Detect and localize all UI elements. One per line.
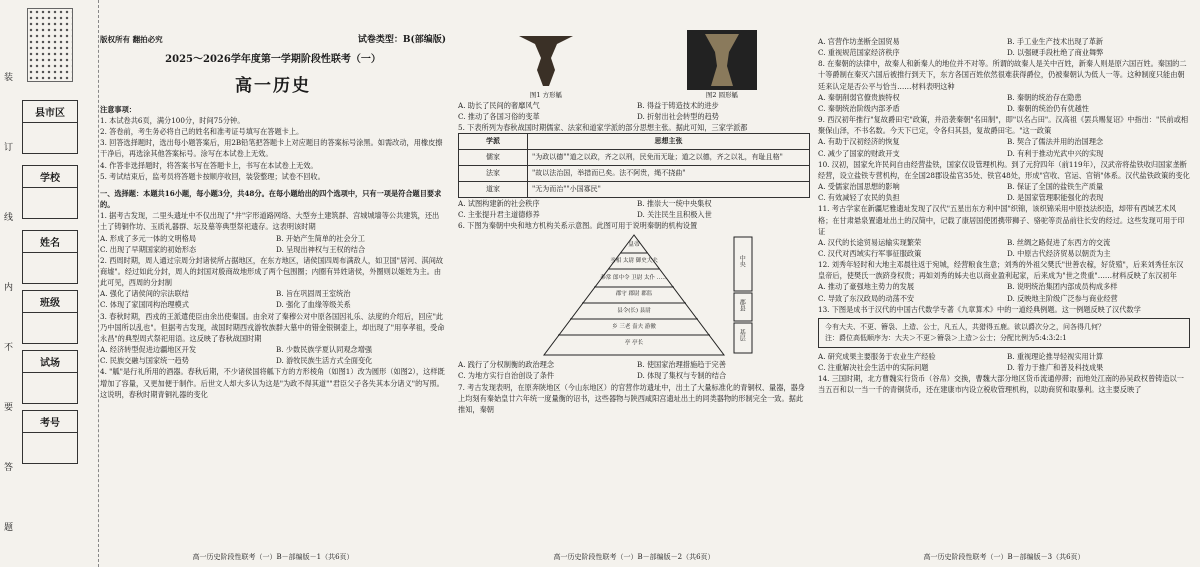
option: A. 经济转型促进边疆地区开发	[100, 345, 197, 355]
option: A. 形成了多元一体的文明格局	[100, 233, 197, 243]
option: B. 契合了儒法并用的治国理念	[1007, 137, 1104, 147]
field-exam-number[interactable]	[22, 410, 78, 464]
option: A. 汉代的长途贸易运输实现繁荣	[818, 237, 922, 247]
question-9: 9. 西汉初年推行"复故爵田宅"政策，并沿袭秦朝"名田制"，即"以名占田"。汉高祖《罢兵赐复诏》中指出："民前或相聚保山泽，不书名数。今天下已定，令各归其县，复故爵田宅。"这一政策	[818, 115, 1189, 136]
side-label: 基层	[738, 329, 746, 342]
option: A. 推动了豪强地主势力的发展	[818, 282, 915, 292]
binding-char: 订	[4, 143, 14, 153]
question-6: 6. 下图为秦朝中央和地方机构关系示意图。此图可用于说明秦朝的机构设置	[458, 221, 698, 231]
note-item: 5. 考试结束后，监考员将答题卡按顺序收回，装袋整理；试卷不回收。	[100, 171, 325, 181]
option: C. 出现了早期国家的初始形态	[100, 244, 197, 254]
question-12-options	[818, 281, 1190, 303]
figure-1-caption: 图1 方形觚	[529, 90, 563, 99]
option: B. 说明统治集团内部成员构成多样	[1007, 282, 1118, 292]
exam-title: 2025～2026学年度第一学期阶段性联考（一）	[165, 53, 381, 65]
table-cell: "为政以德""道之以政，齐之以刑，民免而无耻；道之以德，齐之以礼，有耻且格"	[528, 150, 810, 166]
question-2: 2. 西周时期，周人通过宗周分封诸侯所占据地区，在东方地区，诸侯国四周布满敌人，如卫国"居河、淇间故商墟"。经过如此分封，周人的封国对殷商故地形成了两个包围圈；内圈有异姓诸侯，外圈则以姬姓为主。由此可见，西周的分封制	[100, 255, 444, 288]
option: D. 关注民生且积极入世	[637, 210, 712, 219]
question-12: 12. 刘秀年轻时和大地主邓晨往返于宛城，经营粮食生意；刘秀的外祖父樊氏"世善农稼，好货殖"，后来刘秀任东汉皇帝后，使樊氏一族跻身权贵；再如刘秀的姊夫也以商业盈利起家，后来成为"世之贵重"……材料反映了东汉初年	[818, 260, 1184, 281]
pyramid-level: 亭 亭长	[624, 340, 644, 347]
question-10: 10. 汉初，国家允许民间自由经营盐铁，国家仅设管理机构。到了元狩四年（前119年），汉武帝将盐铁收归国家垄断经营，设立盐铁专营机构，在全国28郡设盐官35处、铁官48处，形成"官收、官运、官销"体系。汉代盐铁政策的变化	[818, 159, 1190, 180]
notes-heading: 注意事项：	[100, 104, 136, 114]
option: A. 试图构建新的社会秩序	[458, 198, 540, 208]
question-4: 4. "觚"是行礼所用的酒器。春秋后期，不少诸侯国将觚下方的方形棱角（如图1）改为圆形（如图2），这样既增加了容量，又更加便于制作。后世文人却大多认为这是"为政不得其道""君臣父子各失其本分诸义"的写照。这说明，春秋时期青铜礼器的变化	[100, 367, 445, 399]
table-cell: 法家	[459, 166, 528, 182]
round-gu-vessel-image	[687, 30, 757, 90]
option: C. 主张提升君主道德修养	[458, 210, 540, 219]
option: B. 秦朝的统治存在隐患	[1007, 92, 1082, 102]
binding-char: 装	[4, 73, 14, 83]
option: C. 减少了国家的财政开支	[818, 148, 900, 158]
option: A. 强化了诸侯间的宗法联结	[100, 289, 189, 299]
option: A. 有助于汉初经济的恢复	[818, 137, 900, 147]
field-label: 试场	[23, 351, 77, 373]
option: D. 反映地主阶级广泛参与商业经营	[1007, 293, 1118, 303]
subject-title: 高一历史	[235, 76, 311, 97]
table-row	[459, 166, 810, 182]
barcode-dot-area	[27, 8, 73, 82]
note-item: 3. 回答选择题时，选出每小题答案后，用2B铅笔把答题卡上对应题目的答案标号涂黑。如需改动，用橡皮擦干净后，再选涂其他答案标号。涂写在本试卷上无效。	[100, 138, 443, 159]
field-label: 班级	[23, 291, 77, 313]
pyramid-lower-levels	[558, 253, 710, 351]
figure-2	[687, 30, 757, 100]
table-header-row	[459, 134, 810, 150]
pyramid-level: 郡守 郡尉 郡监	[615, 291, 653, 298]
option: A. 受儒家治国思想的影响	[818, 182, 900, 192]
binding-char: 内	[4, 283, 14, 293]
page-3	[818, 0, 1190, 567]
side-label: 中央	[738, 255, 746, 268]
question-5: 5. 下表所列为春秋战国时期儒家、法家和道家学派的部分思想主张。据此可知，三家学派都	[458, 123, 748, 133]
table-header: 思想主张	[528, 134, 810, 150]
figures-row	[458, 30, 810, 100]
table-cell: "故以法治国，举措而已矣。法不阿贵，绳不挠曲"	[528, 166, 810, 182]
square-gu-vessel-image	[511, 30, 581, 90]
side-label: 郡县	[738, 299, 746, 312]
copyright-notice: 版权所有 翻拍必究	[100, 35, 163, 44]
option: C. 重视规范国家经济秩序	[818, 48, 900, 58]
option: D. 体现了集权与专制的结合	[637, 371, 727, 381]
option: C. 注重解决社会生活中的实际问题	[818, 362, 929, 372]
option: C. 有效减轻了农民的负担	[818, 193, 900, 203]
option: D. 秦朝的统治仍有优越性	[1007, 103, 1089, 113]
pyramid-level: 丞相 太尉 御史大夫	[610, 258, 658, 265]
option: D. 游牧民族生活方式全面变化	[276, 356, 373, 366]
option: B. 手工业生产技术出现了革新	[1007, 37, 1104, 46]
option: D. 着力于推广和普及科技成果	[1007, 362, 1104, 372]
option: D. 呈现出神权与王权的结合	[276, 244, 366, 254]
question-8-options	[818, 92, 1190, 114]
field-name[interactable]	[22, 230, 78, 284]
question-8: 8. 在秦朝的法律中，故秦人和新秦人的地位并不对等。所谓的故秦人是关中百姓，新秦人则是原六国百姓。秦国的二十等爵制在秦灭六国后被推行到天下，东方各国百姓依然很难获得爵位，仍被秦朝认为低人一等。这种制度只能由朝廷来认定是否公平与恰当……材料表明这种	[818, 59, 1187, 91]
option: C. 体现了家国同构治理模式	[100, 300, 189, 310]
option: B. 旨在巩固周王室统治	[276, 289, 351, 299]
table-cell: "无为而治""小国寡民"	[528, 182, 810, 198]
math-problem-box	[818, 318, 1190, 348]
school-thought-table	[458, 133, 810, 197]
question-11-options	[818, 237, 1190, 259]
question-1: 1. 据考古发现，二里头遗址中不仅出现了"井"字形道路网络、大型夯土建筑群、宫城城墙等公共建筑，还出土了铸铜作坊、玉质礼器群、坛及墓等典型祭祀遗存。这表明该时期	[100, 211, 440, 232]
option: B. 重视理论推导轻视实用计算	[1007, 351, 1104, 361]
option: B. 丝绸之路促进了东西方的交流	[1007, 237, 1111, 247]
binding-char: 题	[4, 523, 14, 533]
binding-margin	[0, 0, 99, 567]
math-problem-text: 今有大夫、不更、簪袅、上造、公士，凡五人，共猎得五鹿。欲以爵次分之，问各得几何？	[825, 322, 1105, 331]
page-2	[458, 0, 810, 567]
table-cell: 道家	[459, 182, 528, 198]
field-county[interactable]	[22, 100, 78, 154]
page-1	[100, 0, 446, 567]
table-cell: 儒家	[459, 150, 528, 166]
field-label: 学校	[23, 166, 77, 188]
option: D. 强化了血缘等级关系	[276, 300, 351, 310]
option: B. 推崇大一统中央集权	[637, 198, 712, 208]
table-row	[459, 182, 810, 198]
field-label: 县市区	[23, 101, 77, 123]
binding-char: 答	[4, 463, 14, 473]
note-item: 1. 本试卷共6页，满分100分，时间75分钟。	[100, 115, 245, 125]
option: C. 为地方实行自治创设了条件	[458, 371, 555, 381]
option: A. 研究成果主要服务于农业生产经验	[818, 351, 936, 361]
note-item: 4. 作答非选择题时，将答案书写在答题卡上，书写在本试卷上无效。	[100, 160, 318, 170]
field-room[interactable]	[22, 350, 78, 404]
option: D. 有利于推动光武中兴的实现	[1007, 148, 1104, 158]
table-row	[459, 150, 810, 166]
option: A. 秦朝削弱官僚贵族特权	[818, 92, 900, 102]
option: D. 是国家管理职能强化的表现	[1007, 193, 1104, 203]
option: B. 开始产生简单的社会分工	[276, 233, 365, 243]
question-9-options	[818, 136, 1190, 158]
question-3-options	[100, 344, 446, 366]
option: B. 保证了全国的盐铁生产质量	[1007, 182, 1104, 192]
question-3: 3. 春秋时期，西戎的王派遣使臣由余出使秦国。由余对了秦穆公对中原各国因礼乐、法度的介绍后，回应"此乃中国所以乱也"。但据考古发现，战国时期西戎游牧族群大墓中的错金银铜壶上，却出现了"用享孝祖，受命永昌"的典型周式祭祀用语。这反映了春秋战国时期	[100, 311, 445, 343]
option: C. 民族交融与国家统一趋势	[100, 356, 189, 366]
question-1-options	[100, 233, 446, 255]
option: B. 少数民族学夏认同观念增强	[276, 345, 373, 355]
question-5-options	[458, 198, 810, 220]
question-10-options	[818, 181, 1190, 203]
option: D. 以强硬手段杜绝了商业舞弊	[1007, 48, 1104, 58]
binding-char: 线	[4, 213, 14, 223]
field-class[interactable]	[22, 290, 78, 344]
page-footer: 高一历史阶段性联考（一）B－部编版－2（共6页）	[553, 553, 715, 562]
pyramid-level: 乡 三老 啬夫 游徼	[612, 323, 656, 330]
pyramid-level: 奉常 郎中令 卫尉 太仆 ……	[600, 274, 668, 281]
page-footer: 高一历史阶段性联考（一）B－部编版－1（共6页）	[192, 553, 354, 562]
option: C. 秦朝统治阶级内部矛盾	[818, 103, 900, 113]
pyramid-level: 县令(长) 县尉	[617, 307, 651, 314]
option: B. 得益于铸造技术的进步	[637, 101, 719, 110]
paper-type: 试卷类型：B(部编版)	[357, 35, 446, 45]
figure-2-caption: 图2 圆形觚	[705, 90, 739, 99]
section-heading: 一、选择题：本题共16小题，每小题3分，共48分。在每小题给出的四个选项中，只有一项是符合题目要求的。	[100, 188, 442, 210]
option: A. 助长了民间的奢靡风气	[458, 101, 540, 110]
field-label: 姓名	[23, 231, 77, 253]
field-label: 考号	[23, 411, 77, 433]
option: C. 汉代对西域实行军事征服政策	[818, 248, 922, 258]
pyramid-levels	[584, 237, 684, 253]
option: B. 使国家治理措施趋于完善	[637, 360, 726, 370]
option: C. 导致了东汉政局的动荡不安	[818, 293, 915, 303]
question-6-options	[458, 359, 810, 381]
question-11: 11. 考古学家在新疆尼雅遗址发现了汉代"五星出东方利中国"织锦，该织锦采用中原技法织造，却带有西域艺术风格；在甘肃悬泉置遗址出土的汉简中，记载了康居国使团携带狮子、骆驼等贡品前往长安的经过。这些发现可用于印证	[818, 204, 1185, 236]
question-13: 13. 下图是成书于汉代的中国古代数学专著《九章算术》中的一道经典例题。这一例题反映了汉代数学	[818, 304, 1141, 314]
option: D. 折射出社会转型的趋势	[637, 112, 719, 122]
binding-char: 不	[4, 343, 14, 353]
question-7-options	[818, 36, 1190, 58]
option: D. 中原古代经济贸易以朝贡为主	[1007, 248, 1111, 258]
question-7: 7. 考古发现表明，在原奔陕地区（今山东地区）的官营作坊遗址中，出土了大量标准化的青铜权、量器，器身上均刻有秦始皇廿六年统一度量衡的诏书，这些器物与陕西咸阳宫遗址出土的同类器物的形制完全一致。据此推知，秦朝	[458, 382, 805, 414]
table-header: 学派	[459, 134, 528, 150]
binding-char: 要	[4, 403, 14, 413]
question-4-options	[458, 100, 810, 122]
pyramid-diagram	[458, 231, 810, 359]
figure-1	[511, 30, 581, 100]
question-2-options	[100, 288, 446, 310]
option: A. 践行了分权制衡的政治理念	[458, 360, 555, 370]
question-13-options	[818, 351, 1190, 373]
note-item: 2. 答卷前，考生务必将自己的姓名和准考证号填写在答题卡上。	[100, 127, 304, 137]
page-footer: 高一历史阶段性联考（一）B－部编版－3（共6页）	[923, 553, 1085, 562]
field-school[interactable]	[22, 165, 78, 219]
pyramid-level: 皇帝	[627, 241, 640, 249]
option: A. 官营作坊垄断全国贸易	[818, 37, 900, 46]
math-problem-note: 注：爵位高低顺序为：大夫＞不更＞簪袅＞上造＞公士；分配比例为5:4:3:2:1	[825, 333, 1067, 342]
option: C. 推动了各国习俗的变革	[458, 112, 540, 122]
question-14: 14. 三国时期，北方曹魏实行货币（谷帛）交换，曹魏大部分地区货币流通停滞；而地处江南的孙吴政权曾铸造以一当五百和以一当一千的青铜货币，还在建康市内设立税收管理机构，以助商贸和取暴利。这主要反映了	[818, 373, 1184, 395]
